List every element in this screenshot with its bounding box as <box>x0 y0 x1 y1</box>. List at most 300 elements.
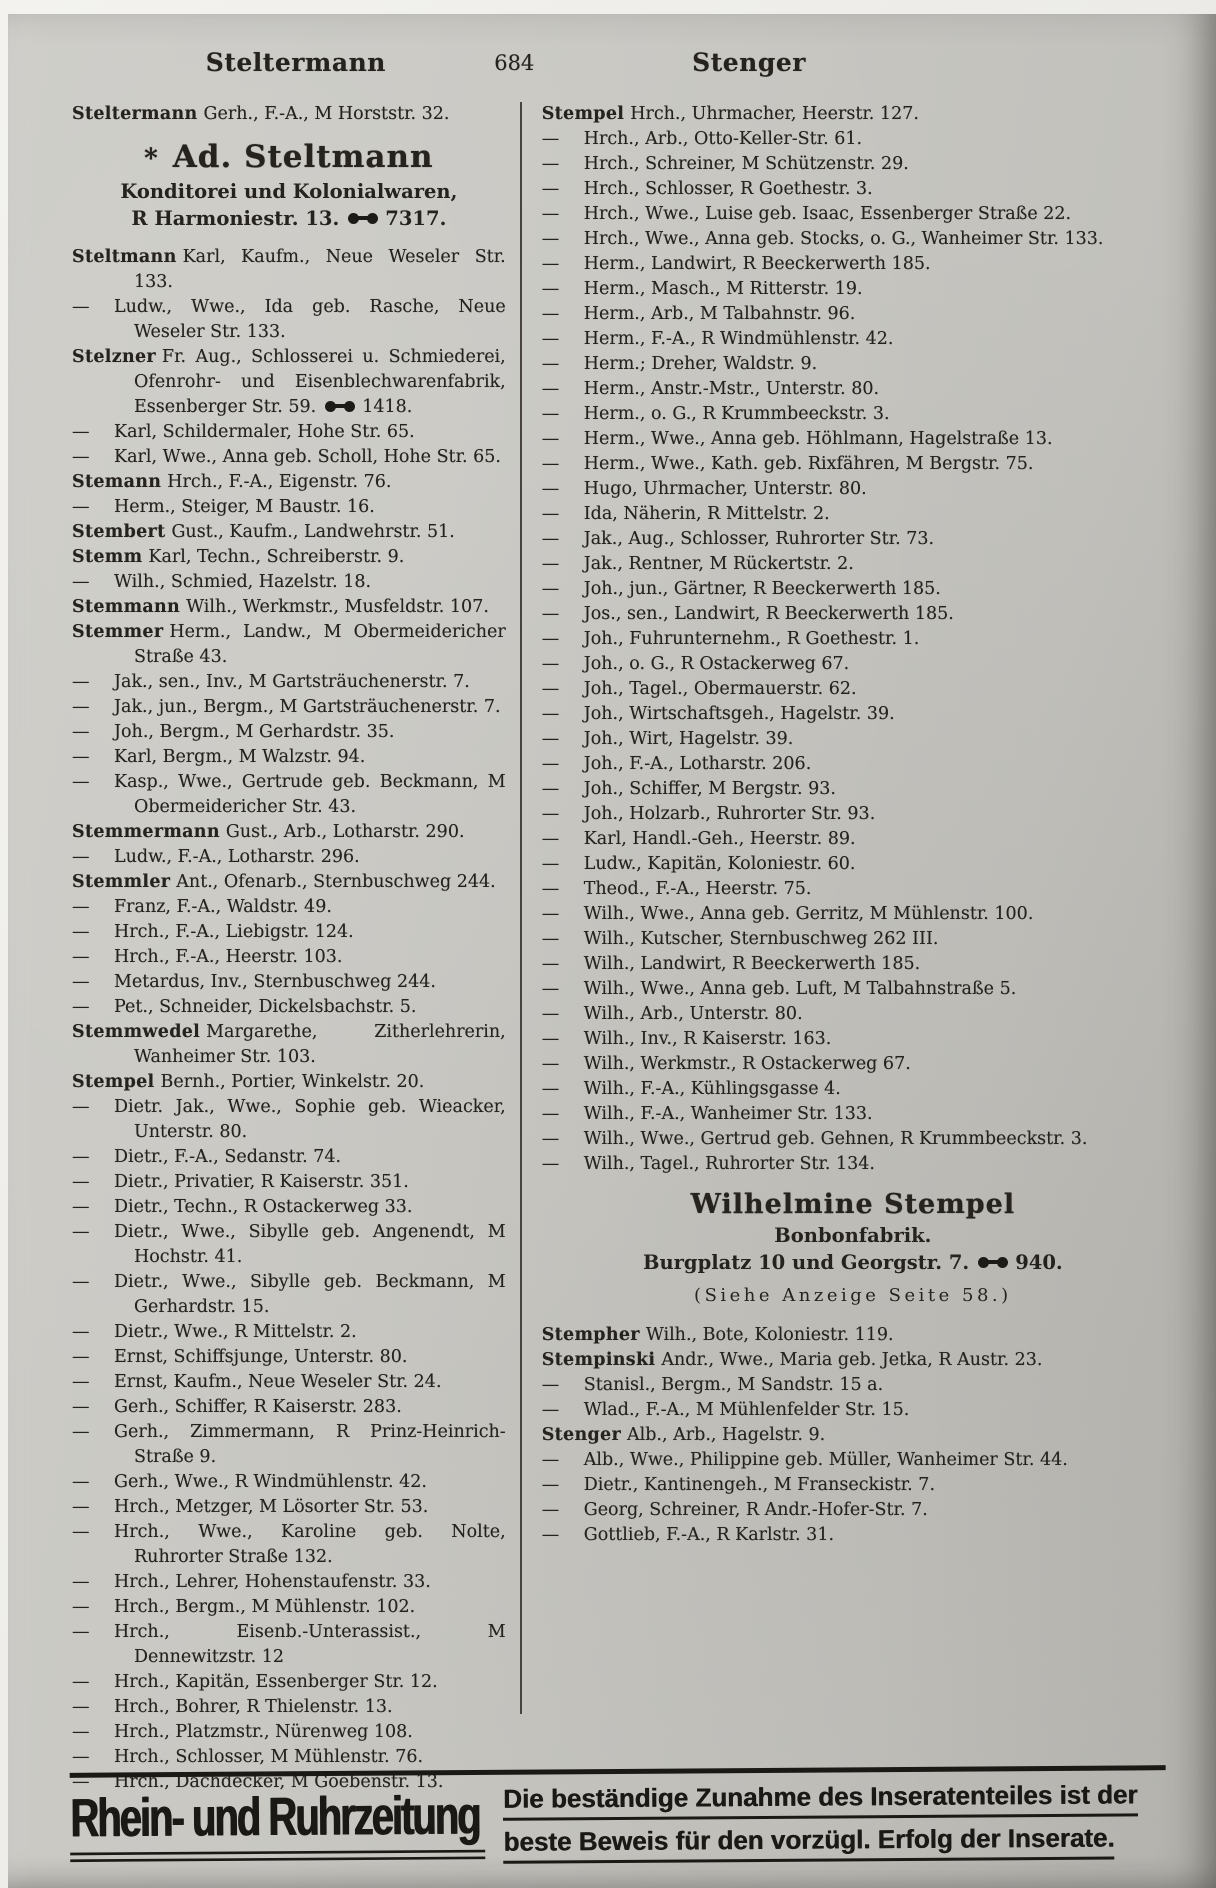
ditto-dash-mark: — <box>541 1129 560 1149</box>
ditto-dash-mark: — <box>541 829 560 849</box>
ditto-dash-mark: — <box>541 329 560 349</box>
ditto-dash-mark: — <box>72 422 90 442</box>
phone-icon <box>325 401 355 412</box>
ad-title-text: Wilhelmine Stempel <box>690 1189 1016 1220</box>
slogan-line-2: beste Beweis für den vorzügl. Erfolg der Inserate. <box>503 1824 1114 1864</box>
entry-text: Hrch., F.-A., Eigenstr. 76. <box>167 472 392 492</box>
entry-surname: Stempel <box>72 1072 155 1092</box>
header-keyword-right: Stenger <box>692 48 806 77</box>
directory-entry <box>542 1152 1164 1177</box>
entry-text: Andr., Wwe., Maria geb. Jetka, R Austr. 23. <box>661 1350 1043 1370</box>
ditto-dash-mark: — <box>541 179 560 199</box>
directory-entry <box>542 577 1164 602</box>
ditto-dash-mark: — <box>541 604 560 624</box>
ditto-dash-mark: — <box>541 129 560 149</box>
entry-text: Stanisl., Bergm., M Sandstr. 15 a. <box>583 1375 884 1395</box>
entry-text: Gerh., F.-A., M Horststr. 32. <box>203 104 450 124</box>
ditto-dash-mark: — <box>72 1747 90 1767</box>
ditto-dash-mark: — <box>541 504 560 524</box>
phone-icon-bar <box>329 404 351 408</box>
entry-text: Fr. Aug., Schlosserei u. Schmiederei, Ofenrohr- und Eisenblechwarenfabrik, Essenberger Str. 59. <box>134 347 506 417</box>
phone-number: 940. <box>1015 1251 1063 1274</box>
directory-entry <box>542 1027 1164 1052</box>
directory-entry <box>542 602 1164 627</box>
ditto-dash-mark: — <box>72 672 90 692</box>
entry-text: Hrch., Platzmstr., Nürenweg 108. <box>114 1722 413 1742</box>
directory-entry <box>72 470 506 495</box>
entry-text: Dietr., Wwe., Sibylle geb. Angenendt, M Hochstr. 41. <box>114 1222 506 1267</box>
page-number: 684 <box>494 51 535 75</box>
entry-surname: Stembert <box>72 522 166 542</box>
entry-text: Hrch., Wwe., Anna geb. Stocks, o. G., Wanheimer Str. 133. <box>583 229 1104 249</box>
entry-text: Hrch., Dachdecker, M Goebenstr. 13. <box>114 1772 444 1792</box>
entry-text: Hrch., Arb., Otto-Keller-Str. 61. <box>583 129 863 149</box>
entry-text: Ludw., F.-A., Lotharstr. 296. <box>114 847 360 867</box>
ditto-dash-mark: — <box>72 1272 90 1292</box>
ditto-dash-mark: — <box>541 804 560 824</box>
directory-entry <box>542 1498 1164 1523</box>
ditto-dash-mark: — <box>541 854 560 874</box>
ad-subtitle: Konditorei und Kolonialwaren, <box>120 180 458 203</box>
entry-text: Hrch., Kapitän, Essenberger Str. 12. <box>114 1672 438 1692</box>
slogan-line-1: Die beständige Zunahme des Inseratenteiles ist der <box>503 1781 1138 1821</box>
entry-text: Hrch., Bohrer, R Thielenstr. 13. <box>114 1697 393 1717</box>
entry-text: Dietr., Wwe., Sibylle geb. Beckmann, M Gerhardstr. 15. <box>114 1272 506 1317</box>
directory-entry <box>542 827 1164 852</box>
ditto-dash-mark: — <box>541 154 560 174</box>
ditto-dash-mark: — <box>72 722 90 742</box>
ditto-dash-mark: — <box>72 1622 90 1642</box>
entry-text: Pet., Schneider, Dickelsbachstr. 5. <box>114 997 417 1017</box>
ditto-dash-mark: — <box>541 754 560 774</box>
entry-text: Herm., Arb., M Talbahnstr. 96. <box>583 304 856 324</box>
directory-entry <box>542 352 1164 377</box>
ditto-dash-mark: — <box>541 779 560 799</box>
entry-surname: Stemmler <box>72 872 171 892</box>
directory-entry <box>542 252 1164 277</box>
entry-text: Gerh., Zimmermann, R Prinz-Heinrich-Straße 9. <box>114 1422 506 1467</box>
entry-text: Jak., sen., Inv., M Gartsträuchenerstr. 7. <box>114 672 470 692</box>
entry-text: Alb., Arb., Hagelstr. 9. <box>627 1425 826 1445</box>
ad-title-text: Ad. Steltmann <box>172 139 434 175</box>
entry-text: Herm., Wwe., Kath. geb. Rixfähren, M Bergstr. 75. <box>583 454 1034 474</box>
ditto-dash-mark: — <box>541 1450 560 1470</box>
newspaper-logo: Rhein- und Ruhrzeitung <box>70 1785 486 1862</box>
entry-text: Joh., o. G., R Ostackerweg 67. <box>583 654 850 674</box>
entry-text: Jak., Rentner, M Rückertstr. 2. <box>583 554 854 574</box>
ditto-dash-mark: — <box>72 1597 90 1617</box>
phone-icon <box>978 1257 1008 1268</box>
entry-text: Dietr., F.-A., Sedanstr. 74. <box>114 1147 342 1167</box>
entry-text: Theod., F.-A., Heerstr. 75. <box>583 879 812 899</box>
directory-entry <box>72 420 506 445</box>
entry-surname: Stelzner <box>72 347 156 367</box>
entry-text: Ida, Näherin, R Mittelstr. 2. <box>583 504 830 524</box>
ditto-dash-mark: — <box>541 304 560 324</box>
ad-title-line <box>542 1187 1164 1223</box>
ditto-dash-mark: — <box>72 1097 90 1117</box>
ditto-dash-mark: — <box>72 1472 90 1492</box>
ditto-dash-mark: — <box>72 1322 90 1342</box>
directory-entry <box>72 1470 506 1495</box>
directory-entry <box>72 1495 506 1520</box>
ditto-dash-mark: — <box>72 1222 90 1242</box>
entry-text: Wilh., Schmied, Hazelstr. 18. <box>114 572 372 592</box>
ditto-dash-mark: — <box>541 979 560 999</box>
entry-text: Wilh., Kutscher, Sternbuschweg 262 III. <box>583 929 939 949</box>
directory-entry <box>542 952 1164 977</box>
entry-text: Hrch., Schlosser, M Mühlenstr. 76. <box>114 1747 424 1767</box>
ditto-dash-mark: — <box>541 729 560 749</box>
directory-entry <box>72 620 506 670</box>
ditto-dash-mark: — <box>72 847 90 867</box>
entry-text: Hrch., Schreiner, M Schützenstr. 29. <box>583 154 909 174</box>
ad-subtitle: Bonbonfabrik. <box>774 1224 932 1247</box>
entry-text: Ernst, Schiffsjunge, Unterstr. 80. <box>114 1347 408 1367</box>
entry-text: Karl, Bergm., M Walzstr. 94. <box>114 747 366 767</box>
directory-entry <box>542 1127 1164 1152</box>
entry-text: Herm., Landwirt, R Beeckerwerth 185. <box>583 254 931 274</box>
ditto-dash-mark: — <box>72 1522 90 1542</box>
directory-entry <box>72 970 506 995</box>
directory-entry <box>542 227 1164 252</box>
directory-entry <box>542 402 1164 427</box>
entry-text: Gust., Arb., Lotharstr. 290. <box>225 822 465 842</box>
ad-address-line <box>542 1249 1164 1277</box>
ditto-dash-mark: — <box>72 697 90 717</box>
directory-entry <box>542 552 1164 577</box>
phone-icon-bar <box>982 1260 1004 1264</box>
directory-entry <box>542 277 1164 302</box>
ditto-dash-mark: — <box>72 897 90 917</box>
directory-entry <box>72 295 506 345</box>
directory-entry <box>72 1620 506 1670</box>
entry-text: Gerh., Schiffer, R Kaiserstr. 283. <box>114 1397 402 1417</box>
entry-text: Wilh., Wwe., Anna geb. Luft, M Talbahnstraße 5. <box>583 979 1017 999</box>
page-header <box>72 48 1164 92</box>
ditto-dash-mark: — <box>72 1572 90 1592</box>
right-column <box>520 102 1164 1714</box>
ditto-dash-mark: — <box>541 654 560 674</box>
entry-surname: Stemmer <box>72 622 164 642</box>
ditto-dash-mark: — <box>541 579 560 599</box>
banner-slogans <box>503 1780 1166 1870</box>
entry-text: Wilh., Arb., Unterstr. 80. <box>583 1004 803 1024</box>
directory-entry <box>72 845 506 870</box>
directory-entry <box>72 695 506 720</box>
entry-text: Karl, Kaufm., Neue Weseler Str. 133. <box>134 247 506 292</box>
entry-text: Joh., Bergm., M Gerhardstr. 35. <box>114 722 395 742</box>
entry-text: Herm.; Dreher, Waldstr. 9. <box>583 354 818 374</box>
ditto-dash-mark: — <box>541 879 560 899</box>
directory-entry <box>72 770 506 820</box>
directory-entry <box>72 920 506 945</box>
entry-text: Herm., Wwe., Anna geb. Höhlmann, Hagelstraße 13. <box>583 429 1053 449</box>
entry-surname: Stempinski <box>541 1350 656 1370</box>
directory-entry <box>72 1345 506 1370</box>
directory-entry <box>72 102 506 127</box>
entry-text: Joh., F.-A., Lotharstr. 206. <box>583 754 812 774</box>
ditto-dash-mark: — <box>72 747 90 767</box>
phone-icon-bar <box>352 216 374 220</box>
entry-text: Karl, Techn., Schreiberstr. 9. <box>148 547 405 567</box>
entry-text: Ernst, Kaufm., Neue Weseler Str. 24. <box>114 1372 442 1392</box>
entry-text: Hrch., Lehrer, Hohenstaufenstr. 33. <box>114 1572 431 1592</box>
ditto-dash-mark: — <box>541 204 560 224</box>
header-keyword-left: Steltermann <box>205 48 386 77</box>
ditto-dash-mark: — <box>72 922 90 942</box>
entry-text: Hrch., Metzger, M Lösorter Str. 53. <box>114 1497 429 1517</box>
ditto-dash-mark: — <box>541 1004 560 1024</box>
entry-text: Wilh., Landwirt, R Beeckerwerth 185. <box>583 954 921 974</box>
directory-entry <box>542 1323 1164 1348</box>
entry-text: Wilh., Werkmstr., Musfeldstr. 107. <box>186 597 489 617</box>
directory-entry <box>542 702 1164 727</box>
ditto-dash-mark: — <box>72 972 90 992</box>
ditto-dash-mark: — <box>541 929 560 949</box>
entry-text: Dietr. Jak., Wwe., Sophie geb. Wieacker, Unterstr. 80. <box>114 1097 506 1142</box>
ditto-dash-mark: — <box>541 354 560 374</box>
entry-text: Herm., F.-A., R Windmühlenstr. 42. <box>583 329 894 349</box>
entry-text: Joh., Schiffer, M Bergstr. 93. <box>583 779 836 799</box>
directory-entry <box>542 802 1164 827</box>
ad-title-line <box>72 137 506 179</box>
ad-note: (Siehe Anzeige Seite 58.) <box>694 1285 1012 1306</box>
directory-entry <box>72 1570 506 1595</box>
entry-text: Wlad., F.-A., M Mühlenfelder Str. 15. <box>583 1400 910 1420</box>
entry-text: Hrch., Wwe., Karoline geb. Nolte, Ruhrorter Straße 132. <box>114 1522 506 1567</box>
directory-entry <box>542 627 1164 652</box>
ditto-dash-mark: — <box>72 947 90 967</box>
ditto-dash-mark: — <box>541 279 560 299</box>
entry-text: Joh., Holzarb., Ruhrorter Str. 93. <box>583 804 876 824</box>
ditto-dash-mark: — <box>541 529 560 549</box>
directory-entry <box>72 1095 506 1145</box>
directory-entry <box>72 1695 506 1720</box>
entry-text: Hrch., Schlosser, R Goethestr. 3. <box>583 179 873 199</box>
directory-entry <box>72 1195 506 1220</box>
directory-entry <box>542 902 1164 927</box>
ad-address-text: R Harmoniestr. 13. <box>131 207 340 230</box>
directory-entry <box>72 945 506 970</box>
directory-entry <box>72 345 506 420</box>
directory-entry <box>542 1523 1164 1548</box>
entry-text: Wilh., F.-A., Kühlingsgasse 4. <box>583 1079 841 1099</box>
entry-surname: Stenger <box>541 1425 621 1445</box>
directory-entry <box>542 1102 1164 1127</box>
entry-text: Hugo, Uhrmacher, Unterstr. 80. <box>583 479 867 499</box>
entry-text: Ant., Ofenarb., Sternbuschweg 244. <box>176 872 496 892</box>
directory-entry <box>72 720 506 745</box>
ditto-dash-mark: — <box>541 1525 560 1545</box>
entry-text: Joh., Tagel., Obermauerstr. 62. <box>583 679 857 699</box>
directory-entry <box>542 102 1164 127</box>
directory-entry <box>542 1002 1164 1027</box>
directory-entry <box>542 127 1164 152</box>
ditto-dash-mark: — <box>72 772 90 792</box>
directory-entry <box>542 202 1164 227</box>
directory-entry <box>542 502 1164 527</box>
entry-text: Gust., Kaufm., Landwehrstr. 51. <box>171 522 455 542</box>
directory-entry <box>72 1670 506 1695</box>
entry-text: Metardus, Inv., Sternbuschweg 244. <box>114 972 436 992</box>
ditto-dash-mark: — <box>72 997 90 1017</box>
directory-entry <box>72 1145 506 1170</box>
directory-entry <box>72 1220 506 1270</box>
directory-entry <box>72 1270 506 1320</box>
ditto-dash-mark: — <box>541 629 560 649</box>
entry-text: Hrch., F.-A., Liebigstr. 124. <box>114 922 354 942</box>
entry-text: Wilh., Tagel., Ruhrorter Str. 134. <box>583 1154 875 1174</box>
entry-text: Joh., Fuhrunternehm., R Goethestr. 1. <box>583 629 920 649</box>
directory-entry <box>542 852 1164 877</box>
telephone-star-mark: * <box>144 144 159 174</box>
entry-text: Karl, Wwe., Anna geb. Scholl, Hohe Str. 65. <box>114 447 501 467</box>
directory-entry <box>542 152 1164 177</box>
entry-text: Joh., jun., Gärtner, R Beeckerwerth 185. <box>583 579 941 599</box>
directory-entry <box>72 1595 506 1620</box>
entry-text: Wilh., Bote, Koloniestr. 119. <box>645 1325 894 1345</box>
entry-text: Alb., Wwe., Philippine geb. Müller, Wanheimer Str. 44. <box>583 1450 1068 1470</box>
entry-surname: Stempher <box>541 1325 640 1345</box>
ditto-dash-mark: — <box>541 904 560 924</box>
ditto-dash-mark: — <box>72 297 90 317</box>
entry-text: Herm., Anstr.-Mstr., Unterstr. 80. <box>583 379 880 399</box>
ditto-dash-mark: — <box>541 679 560 699</box>
ditto-dash-mark: — <box>72 1397 90 1417</box>
ditto-dash-mark: — <box>541 1104 560 1124</box>
directory-entry <box>542 477 1164 502</box>
ditto-dash-mark: — <box>541 1154 560 1174</box>
entry-text: Wilh., Wwe., Anna geb. Gerritz, M Mühlenstr. 100. <box>583 904 1034 924</box>
entry-text: Dietr., Privatier, R Kaiserstr. 351. <box>114 1172 409 1192</box>
directory-entry <box>542 327 1164 352</box>
newspaper-ad-banner <box>70 1765 1167 1873</box>
ditto-dash-mark: — <box>541 479 560 499</box>
ditto-dash-mark: — <box>541 1400 560 1420</box>
entry-text: Wilh., Inv., R Kaiserstr. 163. <box>583 1029 832 1049</box>
directory-entry <box>72 745 506 770</box>
ditto-dash-mark: — <box>541 429 560 449</box>
entry-text: Hrch., Wwe., Luise geb. Isaac, Essenberger Straße 22. <box>583 204 1072 224</box>
directory-entry <box>542 677 1164 702</box>
entry-text: Hrch., Uhrmacher, Heerstr. 127. <box>630 104 919 124</box>
entry-text: Wilh., Werkmstr., R Ostackerweg 67. <box>583 1054 911 1074</box>
ditto-dash-mark: — <box>541 1475 560 1495</box>
ditto-dash-mark: — <box>72 1672 90 1692</box>
directory-entry <box>72 1370 506 1395</box>
entry-text: Dietr., Wwe., R Mittelstr. 2. <box>114 1322 357 1342</box>
directory-entry <box>542 777 1164 802</box>
directory-entry <box>72 595 506 620</box>
entry-text: Hrch., F.-A., Heerstr. 103. <box>114 947 343 967</box>
directory-entry <box>542 377 1164 402</box>
directory-entry <box>542 1448 1164 1473</box>
phone-icon <box>348 213 378 224</box>
directory-entry <box>542 1373 1164 1398</box>
directory-entry <box>542 1398 1164 1423</box>
ditto-dash-mark: — <box>72 1497 90 1517</box>
directory-entry <box>72 670 506 695</box>
directory-entry <box>72 495 506 520</box>
directory-entry <box>72 245 506 295</box>
directory-entry <box>72 1420 506 1470</box>
directory-entry <box>542 177 1164 202</box>
ditto-dash-mark: — <box>541 1079 560 1099</box>
entry-text: Hrch., Eisenb.-Unterassist., M Dennewitzstr. 12 <box>114 1622 506 1667</box>
entry-text: Bernh., Portier, Winkelstr. 20. <box>160 1072 425 1092</box>
directory-entry <box>542 427 1164 452</box>
ditto-dash-mark: — <box>541 404 560 424</box>
ditto-dash-mark: — <box>541 1054 560 1074</box>
ditto-dash-mark: — <box>72 1347 90 1367</box>
entry-text: Franz, F.-A., Waldstr. 49. <box>114 897 332 917</box>
ditto-dash-mark: — <box>72 1772 90 1792</box>
entry-surname: Stemmwedel <box>72 1022 201 1042</box>
ditto-dash-mark: — <box>72 1372 90 1392</box>
entry-surname: Stemmermann <box>72 822 220 842</box>
ditto-dash-mark: — <box>541 704 560 724</box>
directory-entry <box>72 445 506 470</box>
entry-text: Ludw., Wwe., Ida geb. Rasche, Neue Weseler Str. 133. <box>114 297 506 342</box>
phone-number: 1418. <box>362 397 413 417</box>
directory-entry <box>72 1020 506 1070</box>
entry-text: Jak., Aug., Schlosser, Ruhrorter Str. 73. <box>583 529 935 549</box>
ditto-dash-mark: — <box>541 1029 560 1049</box>
ditto-dash-mark: — <box>72 1172 90 1192</box>
entry-surname: Stemmann <box>72 597 181 617</box>
entry-text: Jak., jun., Bergm., M Gartsträuchenerstr. 7. <box>114 697 501 717</box>
directory-entry <box>542 1052 1164 1077</box>
entry-surname: Steltermann <box>72 104 198 124</box>
directory-entry <box>542 652 1164 677</box>
directory-entry <box>542 527 1164 552</box>
entry-text: Wilh., Wwe., Gertrud geb. Gehnen, R Krummbeeckstr. 3. <box>583 1129 1088 1149</box>
entry-text: Jos., sen., Landwirt, R Beeckerwerth 185. <box>583 604 954 624</box>
directory-entry <box>72 1520 506 1570</box>
ditto-dash-mark: — <box>541 229 560 249</box>
ditto-dash-mark: — <box>72 497 90 517</box>
directory-entry <box>542 727 1164 752</box>
entry-text: Karl, Handl.-Geh., Heerstr. 89. <box>583 829 856 849</box>
entry-text: Karl, Schildermaler, Hohe Str. 65. <box>114 422 415 442</box>
entry-text: Joh., Wirtschaftsgeh., Hagelstr. 39. <box>583 704 895 724</box>
directory-entry <box>72 545 506 570</box>
advertisement <box>72 137 506 233</box>
directory-entry <box>542 752 1164 777</box>
ditto-dash-mark: — <box>72 1422 90 1442</box>
entry-surname: Stemm <box>72 547 143 567</box>
entry-text: Dietr., Techn., R Ostackerweg 33. <box>114 1197 413 1217</box>
ditto-dash-mark: — <box>72 447 90 467</box>
directory-entry <box>542 452 1164 477</box>
ditto-dash-mark: — <box>541 454 560 474</box>
advertisement <box>542 1187 1164 1311</box>
ditto-dash-mark: — <box>541 554 560 574</box>
ditto-dash-mark: — <box>72 1197 90 1217</box>
directory-entry <box>542 1423 1164 1448</box>
ditto-dash-mark: — <box>541 954 560 974</box>
directory-entry <box>72 1170 506 1195</box>
directory-entry <box>72 520 506 545</box>
directory-page <box>8 14 1216 1888</box>
ad-address-line <box>72 205 506 233</box>
entry-surname: Steltmann <box>72 247 177 267</box>
directory-entry <box>542 1077 1164 1102</box>
entry-text: Ludw., Kapitän, Koloniestr. 60. <box>583 854 856 874</box>
entry-surname: Stemann <box>72 472 162 492</box>
directory-entry <box>542 302 1164 327</box>
